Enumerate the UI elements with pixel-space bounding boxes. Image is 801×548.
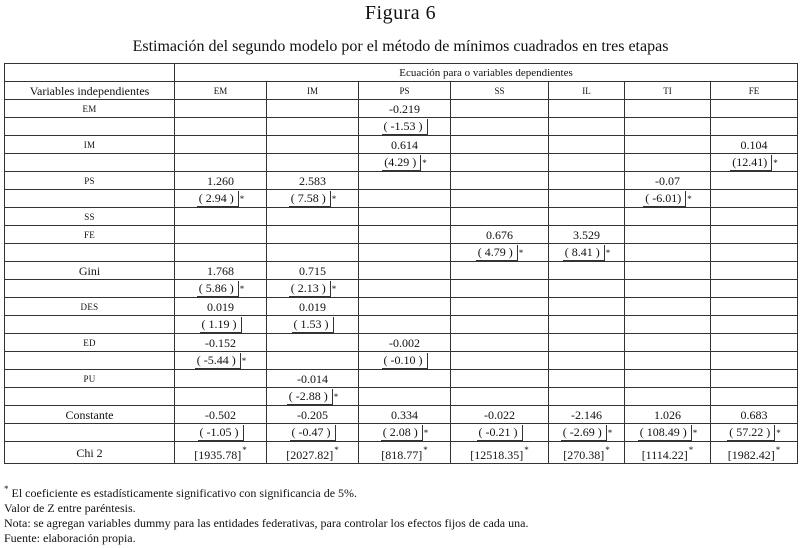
z-value-wrap [290, 425, 336, 441]
z-cell [175, 424, 267, 442]
coef-cell [267, 136, 359, 154]
z-value: ( -6.01) [643, 191, 686, 207]
coef-cell [267, 226, 359, 244]
z-cell [711, 316, 798, 334]
coefficient: 3.529 [573, 227, 600, 242]
z-value: ( -0.47 ) [290, 425, 336, 441]
coefficient: -0.502 [205, 407, 236, 422]
chi2-cell [625, 442, 711, 464]
coef-cell [359, 262, 451, 280]
coef-cell [625, 226, 711, 244]
coef-cell [359, 100, 451, 118]
z-cell [359, 118, 451, 136]
coef-cell [451, 406, 549, 424]
coef-cell [267, 406, 359, 424]
coefficient: 1.260 [207, 173, 234, 188]
z-value-wrap [382, 119, 428, 135]
coef-cell [451, 298, 549, 316]
z-cell [549, 352, 625, 370]
coef-cell [267, 208, 359, 226]
coef-cell [711, 298, 798, 316]
chi2-cell [549, 442, 625, 464]
z-cell [175, 118, 267, 136]
table-row-z [5, 280, 798, 298]
z-value-wrap [289, 191, 337, 207]
table-row-z [5, 424, 798, 442]
row-label: PU [5, 370, 175, 388]
coef-cell [549, 226, 625, 244]
column-header: TI [625, 82, 711, 100]
coef-cell [175, 262, 267, 280]
table-row [5, 172, 798, 190]
row-label-blank [5, 244, 175, 262]
z-cell [625, 154, 711, 172]
z-cell [625, 316, 711, 334]
table-row [5, 208, 798, 226]
coef-cell [549, 136, 625, 154]
z-cell [549, 190, 625, 208]
coefficient: -0.219 [389, 101, 420, 116]
coef-cell [359, 370, 451, 388]
coefficient: 0.676 [486, 227, 513, 242]
coef-cell [359, 406, 451, 424]
row-label-blank [5, 190, 175, 208]
z-cell [267, 424, 359, 442]
z-cell [451, 118, 549, 136]
z-value: ( 57.22 ) [727, 425, 775, 441]
z-cell [267, 316, 359, 334]
coef-cell [175, 226, 267, 244]
coef-cell [711, 334, 798, 352]
z-cell [267, 118, 359, 136]
coef-cell [711, 172, 798, 190]
z-value-wrap [200, 317, 242, 333]
z-cell [711, 154, 798, 172]
significance-star: * [334, 445, 339, 455]
table-row-z [5, 352, 798, 370]
row-label-blank [5, 388, 175, 406]
z-cell [625, 190, 711, 208]
z-value: ( 2.94 ) [197, 191, 239, 207]
coefficient: -0.07 [655, 173, 680, 188]
z-value-wrap [198, 425, 244, 441]
chi2-value: [1114.22] [641, 448, 688, 462]
chi2-cell [451, 442, 549, 464]
significance-star: * [423, 445, 428, 455]
row-label: FE [5, 226, 175, 244]
z-cell [359, 280, 451, 298]
z-value-wrap [638, 425, 698, 441]
coef-cell [451, 172, 549, 190]
significance-star: * [331, 284, 337, 294]
z-value: ( -1.53 ) [382, 119, 428, 135]
chi2-value: [270.38] [563, 448, 605, 462]
row-label-blank [5, 154, 175, 172]
z-cell [267, 244, 359, 262]
significance-star: * [241, 356, 247, 366]
coefficient: -0.152 [205, 335, 236, 350]
coefficient: -0.014 [297, 371, 328, 386]
coef-cell [549, 298, 625, 316]
z-cell [267, 388, 359, 406]
z-value: ( 8.41 ) [563, 245, 605, 261]
chi2-value: [12518.35] [470, 448, 524, 462]
table-row-z [5, 316, 798, 334]
coefficient: 0.019 [207, 299, 234, 314]
coef-cell [359, 334, 451, 352]
coef-cell [625, 172, 711, 190]
z-value: ( 7.58 ) [289, 191, 331, 207]
coef-cell [625, 208, 711, 226]
z-cell [451, 190, 549, 208]
coef-cell [711, 136, 798, 154]
z-cell [711, 424, 798, 442]
table-row [5, 226, 798, 244]
header-row-group [5, 64, 798, 82]
table-row [5, 136, 798, 154]
z-cell [625, 424, 711, 442]
z-value-wrap [477, 425, 523, 441]
coef-cell [711, 406, 798, 424]
z-cell [267, 280, 359, 298]
coef-cell [625, 298, 711, 316]
table-row-z [5, 118, 798, 136]
footnote-star: * [4, 484, 9, 494]
coefficient: 0.334 [391, 407, 418, 422]
row-label: DES [5, 298, 175, 316]
coef-cell [267, 100, 359, 118]
coef-cell [267, 334, 359, 352]
coef-cell [549, 262, 625, 280]
column-header: EM [175, 82, 267, 100]
chi2-value: [1982.42] [727, 448, 775, 462]
column-header: FE [711, 82, 798, 100]
coef-cell [549, 334, 625, 352]
coef-cell [175, 370, 267, 388]
z-cell [175, 352, 267, 370]
coefficient: 0.104 [740, 137, 768, 152]
table-row-z [5, 388, 798, 406]
z-value: ( -0.10 ) [382, 353, 428, 369]
z-cell [549, 244, 625, 262]
z-value: ( -0.21 ) [477, 425, 523, 441]
chi2-cell [175, 442, 267, 464]
coef-cell [175, 334, 267, 352]
z-value-wrap [382, 155, 427, 171]
coef-cell [359, 208, 451, 226]
chi2-cell [359, 442, 451, 464]
coefficient: 1.768 [207, 263, 234, 278]
row-header-label: Variables independientes [5, 82, 175, 100]
footnotes [4, 482, 528, 546]
coef-cell [451, 136, 549, 154]
coef-cell [549, 406, 625, 424]
table-row [5, 262, 798, 280]
z-cell [359, 388, 451, 406]
table-row-z [5, 190, 798, 208]
coef-cell [451, 226, 549, 244]
coef-cell [175, 208, 267, 226]
header-blank [5, 64, 175, 82]
coef-cell [359, 136, 451, 154]
row-label: Constante [5, 406, 175, 424]
coef-cell [625, 136, 711, 154]
coefficient: 1.026 [654, 407, 681, 422]
z-cell [359, 316, 451, 334]
z-value-wrap [561, 425, 613, 441]
coef-cell [549, 172, 625, 190]
z-cell [451, 316, 549, 334]
figure-title: Figura 6 [364, 2, 437, 24]
z-cell [711, 280, 798, 298]
z-cell [625, 244, 711, 262]
header-row-columns [5, 82, 798, 100]
significance-star: * [688, 445, 694, 455]
chi2-row [5, 442, 798, 464]
table-row [5, 370, 798, 388]
z-cell [451, 154, 549, 172]
significance-star: * [333, 392, 339, 402]
coefficient: -0.205 [297, 407, 328, 422]
row-label-blank [5, 118, 175, 136]
z-value: ( 1.19 ) [200, 317, 242, 333]
z-cell [175, 244, 267, 262]
table-row [5, 100, 798, 118]
row-label: SS [5, 208, 175, 226]
significance-star: * [242, 445, 247, 455]
coef-cell [625, 406, 711, 424]
coef-cell [451, 370, 549, 388]
significance-star: * [524, 445, 529, 455]
coef-cell [175, 136, 267, 154]
z-cell [175, 190, 267, 208]
row-label: ED [5, 334, 175, 352]
row-label: IM [5, 136, 175, 154]
group-header: Ecuación para o variables dependientes [175, 64, 798, 82]
significance-star: * [518, 248, 524, 258]
significance-star: * [775, 445, 781, 455]
coef-cell [711, 208, 798, 226]
coef-cell [625, 334, 711, 352]
table-row-z [5, 154, 798, 172]
z-cell [549, 316, 625, 334]
coefficient: 0.715 [299, 263, 326, 278]
table-row-z [5, 244, 798, 262]
coefficient: 0.614 [391, 137, 418, 152]
chi2-value: [2027.82] [286, 448, 334, 462]
row-label: PS [5, 172, 175, 190]
significance-star: * [239, 194, 245, 204]
z-cell [451, 424, 549, 442]
z-value-wrap [195, 353, 247, 369]
z-value: ( 2.08 ) [381, 425, 423, 441]
z-value-wrap [643, 191, 692, 207]
z-cell [359, 424, 451, 442]
coef-cell [175, 406, 267, 424]
chi2-value: [818.77] [381, 448, 423, 462]
z-cell [451, 352, 549, 370]
z-cell [451, 244, 549, 262]
z-cell [267, 352, 359, 370]
coef-cell [451, 100, 549, 118]
z-cell [451, 280, 549, 298]
chi2-label: Chi 2 [5, 442, 175, 464]
z-cell [711, 118, 798, 136]
z-value: ( 5.86 ) [197, 281, 239, 297]
z-cell [549, 154, 625, 172]
z-value: ( -5.44 ) [195, 353, 241, 369]
z-cell [549, 388, 625, 406]
coefficient: -0.002 [389, 335, 420, 350]
table-row [5, 406, 798, 424]
z-cell [267, 190, 359, 208]
z-cell [175, 154, 267, 172]
coef-cell [267, 262, 359, 280]
coef-cell [625, 262, 711, 280]
row-label: EM [5, 100, 175, 118]
column-header: IL [549, 82, 625, 100]
coef-cell [451, 334, 549, 352]
footnote-dummy-note: Nota: se agregan variables dummy para las entidades federativas, para controlar los efectos fijos de cada una. [4, 516, 529, 530]
coef-cell [267, 298, 359, 316]
z-value-wrap [197, 191, 245, 207]
footnote-significance: * El coeficiente es estadísticamente significativo con significancia de 5%. [4, 484, 358, 500]
coef-cell [711, 370, 798, 388]
z-cell [359, 244, 451, 262]
chi2-value: [1935.78] [194, 448, 242, 462]
z-value-wrap [197, 281, 245, 297]
z-value: ( -1.05 ) [198, 425, 244, 441]
z-value-wrap [287, 389, 339, 405]
row-label-blank [5, 316, 175, 334]
coef-cell [711, 226, 798, 244]
z-value: ( 2.13 ) [289, 281, 331, 297]
z-cell [549, 280, 625, 298]
chi2-cell [267, 442, 359, 464]
z-cell [175, 388, 267, 406]
coef-cell [175, 172, 267, 190]
coefficient: -0.022 [484, 407, 515, 422]
coefficient: 2.583 [299, 173, 326, 188]
coefficient: 0.683 [740, 407, 768, 422]
z-value: ( -2.69 ) [561, 425, 607, 441]
z-cell [359, 154, 451, 172]
significance-star: * [423, 428, 429, 438]
z-cell [625, 118, 711, 136]
z-cell [175, 280, 267, 298]
coef-cell [267, 370, 359, 388]
coef-cell [359, 226, 451, 244]
coef-cell [359, 298, 451, 316]
coef-cell [625, 370, 711, 388]
coefficient: -2.146 [571, 407, 602, 422]
significance-star: * [422, 158, 427, 168]
z-value: ( 1.53 ) [292, 317, 334, 333]
table-row [5, 298, 798, 316]
z-cell [359, 352, 451, 370]
z-value-wrap [381, 425, 429, 441]
significance-star: * [605, 248, 611, 258]
z-value: ( 108.49 ) [638, 425, 692, 441]
coef-cell [451, 208, 549, 226]
z-value: (4.29 ) [382, 155, 421, 171]
z-value-wrap [730, 155, 778, 171]
coef-cell [267, 172, 359, 190]
chi2-cell [711, 442, 798, 464]
table-row [5, 334, 798, 352]
footnote-source: Fuente: elaboración propia. [4, 531, 136, 545]
coef-cell [175, 100, 267, 118]
significance-star: * [776, 428, 781, 438]
z-cell [625, 352, 711, 370]
z-value: ( -2.88 ) [287, 389, 333, 405]
significance-star: * [773, 158, 778, 168]
z-cell [359, 190, 451, 208]
figure-subtitle: Estimación del segundo modelo por el método de mínimos cuadrados en tres etapas [132, 38, 669, 55]
regression-table [4, 63, 798, 464]
z-value-wrap [289, 281, 337, 297]
z-cell [625, 280, 711, 298]
z-cell [711, 244, 798, 262]
significance-star: * [331, 194, 337, 204]
z-cell [711, 388, 798, 406]
coef-cell [359, 172, 451, 190]
z-value-wrap [382, 353, 428, 369]
z-value-wrap [727, 425, 781, 441]
z-value: ( 4.79 ) [476, 245, 518, 261]
z-cell [711, 190, 798, 208]
coef-cell [549, 100, 625, 118]
coef-cell [711, 262, 798, 280]
coef-cell [711, 100, 798, 118]
coef-cell [451, 262, 549, 280]
coef-cell [549, 208, 625, 226]
significance-star: * [692, 428, 698, 438]
footnote-z-value: Valor de Z entre paréntesis. [4, 501, 136, 515]
significance-star: * [239, 284, 245, 294]
row-label-blank [5, 352, 175, 370]
row-label: Gini [5, 262, 175, 280]
z-value-wrap [476, 245, 524, 261]
z-cell [175, 316, 267, 334]
column-header: IM [267, 82, 359, 100]
z-cell [711, 352, 798, 370]
table-body [5, 64, 798, 464]
significance-star: * [605, 445, 610, 455]
coef-cell [175, 298, 267, 316]
coef-cell [549, 370, 625, 388]
row-label-blank [5, 424, 175, 442]
z-cell [625, 388, 711, 406]
z-cell [451, 388, 549, 406]
significance-star: * [607, 428, 613, 438]
column-header: PS [359, 82, 451, 100]
z-cell [549, 424, 625, 442]
row-label-blank [5, 280, 175, 298]
coef-cell [625, 100, 711, 118]
coefficient: 0.019 [299, 299, 326, 314]
significance-star: * [687, 194, 692, 204]
z-value-wrap [563, 245, 611, 261]
z-cell [267, 154, 359, 172]
z-value: (12.41) [730, 155, 772, 171]
z-value-wrap [292, 317, 334, 333]
column-header: SS [451, 82, 549, 100]
z-cell [549, 118, 625, 136]
